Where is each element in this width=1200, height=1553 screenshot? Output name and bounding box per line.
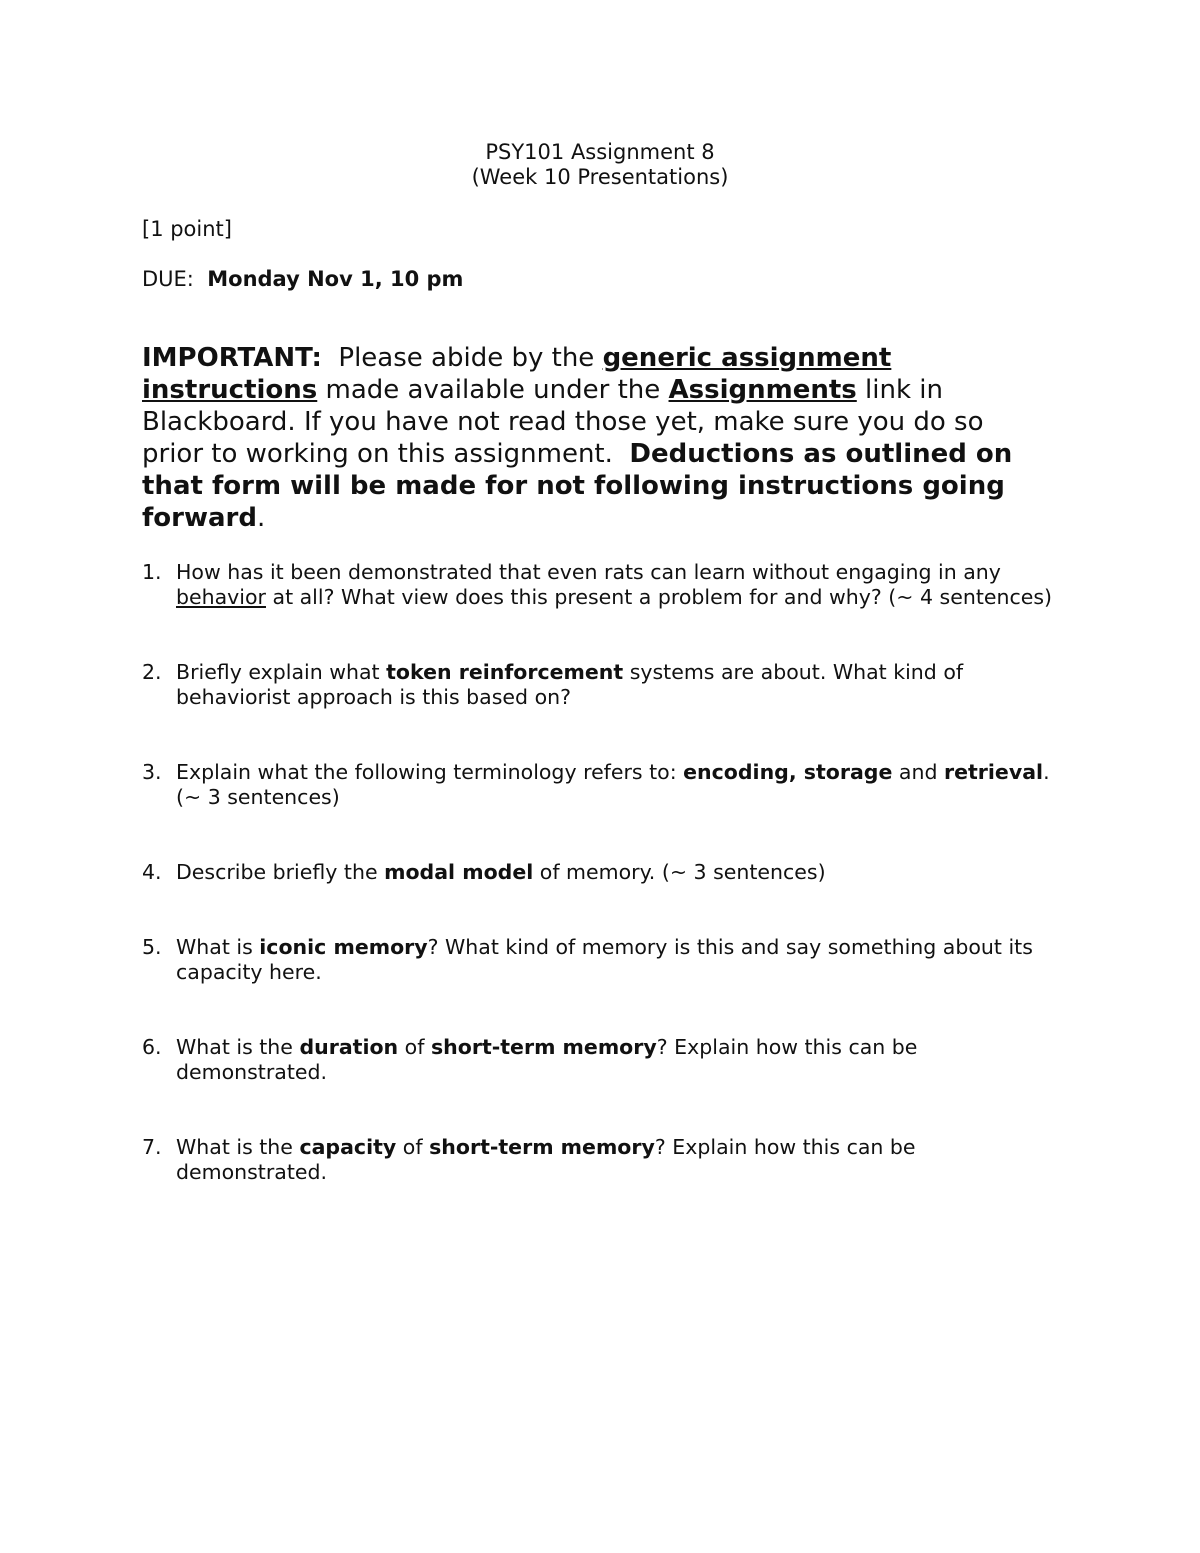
question-text: Explain what the following terminology refers to: xyxy=(176,760,684,784)
question-item-3 xyxy=(142,760,1062,810)
important-period: . xyxy=(257,503,266,533)
page-title: PSY101 Assignment 8 xyxy=(485,140,715,164)
question-number: 3. xyxy=(142,760,162,784)
important-text-3: link in Blackboard. If you have not read those yet, make sure you do so prior to working on this assignment. xyxy=(142,375,984,469)
question-key-term: duration xyxy=(299,1035,399,1059)
question-text: and xyxy=(892,760,944,784)
question-number: 4. xyxy=(142,860,162,884)
question-number: 5. xyxy=(142,935,162,959)
question-text: ? Explain how this can be demonstrated. xyxy=(176,1035,918,1084)
due-date: Monday Nov 1, 10 pm xyxy=(207,267,464,291)
question-key-term: encoding, storage xyxy=(683,760,893,784)
question-text: . (~ 3 sentences) xyxy=(176,760,1050,809)
due-line xyxy=(142,267,463,292)
question-text: of memory. (~ 3 sentences) xyxy=(533,860,826,884)
question-item-7 xyxy=(142,1135,1062,1185)
question-text: of xyxy=(396,1135,430,1159)
question-item-1 xyxy=(142,560,1062,610)
important-text-1: Please abide by the xyxy=(338,343,595,373)
question-text: ? What kind of memory is this and say something about its capacity here. xyxy=(176,935,1033,984)
question-key-term: iconic memory xyxy=(259,935,428,959)
question-text: How has it been demonstrated that even rats can learn without engaging in any xyxy=(176,560,1001,584)
question-item-5 xyxy=(142,935,1062,985)
assignments-link[interactable]: Assignments xyxy=(668,375,857,405)
question-text: Describe briefly the xyxy=(176,860,385,884)
question-key-term: retrieval xyxy=(943,760,1044,784)
question-text: What is xyxy=(176,935,260,959)
question-key-term: modal model xyxy=(384,860,534,884)
question-text: of xyxy=(398,1035,431,1059)
question-text: What is the xyxy=(176,1035,300,1059)
question-key-term: token reinforcement xyxy=(386,660,624,684)
deductions-warning: Deductions as outlined on that form will be made for not following instructions going forward xyxy=(142,439,1013,533)
page-subtitle: (Week 10 Presentations) xyxy=(471,165,729,189)
question-key-term: short-term memory xyxy=(429,1135,655,1159)
question-key-term: short-term memory xyxy=(430,1035,657,1059)
important-text-2: made available under the xyxy=(325,375,661,405)
title-block xyxy=(0,140,1200,190)
question-number: 1. xyxy=(142,560,162,584)
important-notice xyxy=(142,342,1052,534)
question-underlined-term: behavior xyxy=(176,585,266,609)
due-label: DUE: xyxy=(142,267,194,291)
question-item-2 xyxy=(142,660,1062,710)
question-text: Briefly explain what xyxy=(176,660,387,684)
question-text: What is the xyxy=(176,1135,300,1159)
points-label: [1 point] xyxy=(142,217,232,241)
question-text: systems are about. What kind of behaviorist approach is this based on? xyxy=(176,660,964,709)
question-text: at all? What view does this present a problem for and why? (~ 4 sentences) xyxy=(265,585,1053,609)
question-item-6 xyxy=(142,1035,1062,1085)
question-number: 6. xyxy=(142,1035,162,1059)
question-text: ? Explain how this can be demonstrated. xyxy=(176,1135,916,1184)
important-label: IMPORTANT: xyxy=(142,343,322,373)
question-item-4 xyxy=(142,860,1062,885)
question-key-term: capacity xyxy=(299,1135,397,1159)
generic-instructions-link[interactable]: generic assignment instructions xyxy=(142,343,892,405)
question-list xyxy=(142,560,1062,1185)
question-number: 7. xyxy=(142,1135,162,1159)
question-number: 2. xyxy=(142,660,162,684)
